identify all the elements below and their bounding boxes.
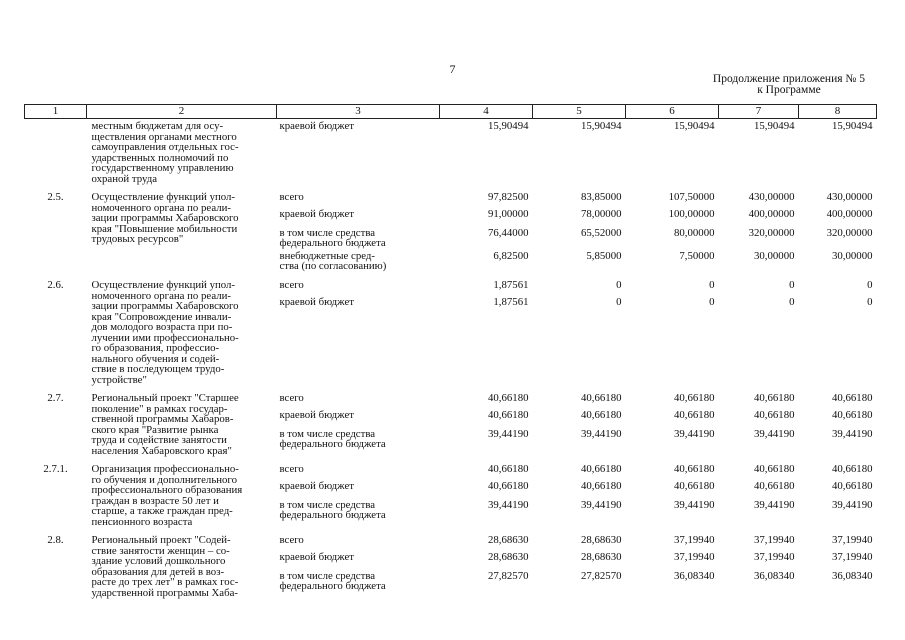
amount-column-6 [626, 462, 719, 527]
amount-column-7 [719, 190, 799, 272]
amount-value: 36,08340 [754, 570, 795, 582]
amount-value: 39,44190 [754, 428, 795, 440]
amount-value: 320,00000 [826, 227, 873, 239]
amount-value: 28,68630 [488, 551, 529, 563]
table-row [25, 119, 877, 185]
funding-source [280, 569, 440, 592]
appendix-line-1: Продолжение приложения № 5 [712, 73, 865, 85]
amount-value: 36,08340 [674, 570, 715, 582]
header-col-7: 7 [719, 105, 799, 119]
row-title-line: поколение" в рамках государ- [91, 402, 228, 415]
funding-source [280, 249, 440, 272]
funding-source-line: краевой бюджет [279, 296, 354, 308]
appendix-caption [713, 74, 865, 96]
table-body [25, 119, 877, 599]
funding-source-line: в том числе средства [279, 428, 376, 440]
amount-value: 39,44190 [581, 428, 622, 440]
amount-value: 40,66180 [581, 409, 622, 421]
amount-value: 40,66180 [832, 480, 873, 492]
amount-column-7 [719, 533, 799, 598]
row-title-line: трудовых ресурсов" [91, 233, 184, 245]
row-title-line: старше, а также граждан пред- [91, 505, 233, 517]
funding-source [280, 481, 440, 498]
amount-column-6 [626, 190, 719, 272]
header-col-1: 1 [25, 105, 87, 119]
amount-value: 100,00000 [668, 208, 715, 220]
row-title-line: местным бюджетам для осу- [91, 120, 224, 132]
header-col-6: 6 [626, 105, 719, 119]
amount-value: 65,52000 [581, 227, 622, 239]
amount-value: 0 [616, 279, 622, 291]
funding-sources [277, 462, 440, 527]
amount-value: 5,85000 [586, 250, 622, 262]
amount-column-4 [440, 190, 533, 272]
amount-value: 28,68630 [581, 551, 622, 563]
row-title-line: дов молодого возраста при по- [91, 321, 233, 333]
amount-value: 430,00000 [748, 191, 795, 203]
appendix-line-2: к Программе [757, 84, 821, 96]
row-title-line: Осуществление функций упол- [91, 191, 236, 203]
amount-value: 37,19940 [674, 551, 715, 563]
amount-value: 37,19940 [832, 534, 873, 546]
funding-source [280, 192, 440, 209]
funding-source-line: всего [279, 463, 304, 475]
table-row [25, 391, 877, 456]
amount-value: 0 [789, 279, 795, 291]
amount-value: 0 [789, 296, 795, 308]
row-number: 2.5. [47, 191, 64, 203]
amount-value: 40,66180 [754, 463, 795, 475]
header-col-3: 3 [277, 105, 440, 119]
amount-column-4 [440, 278, 533, 385]
amount-column-4 [440, 119, 533, 185]
amount-value: 39,44190 [832, 499, 873, 511]
amount-value: 40,66180 [754, 480, 795, 492]
amount-value: 6,82500 [493, 250, 529, 262]
amount-value: 15,90494 [832, 120, 873, 132]
header-col-2: 2 [87, 105, 277, 119]
funding-source [280, 121, 440, 138]
funding-source [280, 498, 440, 521]
amount-column-8 [799, 119, 877, 185]
amount-value: 15,90494 [754, 120, 795, 132]
row-title-line: Региональный проект "Старшее [91, 392, 239, 404]
amount-value: 40,66180 [674, 463, 715, 475]
amount-value: 40,66180 [488, 392, 529, 404]
amount-value: 40,66180 [832, 392, 873, 404]
row-title [87, 462, 277, 527]
row-title-line: ствие занятости женщин – со- [91, 544, 230, 557]
amount-column-6 [626, 391, 719, 456]
amount-column-8 [799, 391, 877, 456]
row-title-line: ударственных полномочий по [91, 151, 229, 164]
funding-source-line: в том числе средства [279, 227, 376, 239]
row-number: 2.7. [47, 392, 64, 404]
amount-column-8 [799, 533, 877, 598]
amount-column-7 [719, 278, 799, 385]
table-header-row [25, 105, 877, 119]
amount-value: 37,19940 [832, 551, 873, 563]
amount-column-4 [440, 462, 533, 527]
funding-source-line: федерального бюджета [279, 580, 386, 592]
funding-source-line: краевой бюджет [279, 208, 354, 220]
funding-source [280, 297, 440, 314]
funding-source-line: федерального бюджета [279, 237, 386, 249]
amount-value: 40,66180 [581, 480, 622, 492]
amount-value: 27,82570 [581, 570, 622, 582]
amount-value: 40,66180 [488, 409, 529, 421]
header-col-5: 5 [533, 105, 626, 119]
funding-source-line: краевой бюджет [279, 409, 354, 421]
amount-column-7 [719, 119, 799, 185]
amount-value: 40,66180 [674, 392, 715, 404]
amount-column-5 [533, 391, 626, 456]
amount-column-5 [533, 278, 626, 385]
amount-value: 40,66180 [581, 463, 622, 475]
row-title-line: зации программы Хабаровского [91, 212, 239, 224]
amount-value: 40,66180 [488, 463, 529, 475]
amount-column-5 [533, 190, 626, 272]
amount-column-6 [626, 533, 719, 598]
funding-source [280, 552, 440, 569]
amount-column-6 [626, 278, 719, 385]
funding-sources [277, 190, 440, 272]
amount-value: 40,66180 [832, 409, 873, 421]
funding-sources [277, 391, 440, 456]
amount-value: 39,44190 [832, 428, 873, 440]
funding-source [280, 427, 440, 450]
table-row [25, 278, 877, 385]
funding-source-line: краевой бюджет [279, 480, 354, 492]
funding-source [280, 393, 440, 410]
funding-sources [277, 533, 440, 598]
funding-source-line: краевой бюджет [279, 120, 354, 132]
row-title-line: устройстве" [91, 373, 147, 386]
row-title-line: нального обучения и содей- [91, 352, 220, 365]
funding-source [280, 226, 440, 249]
amount-value: 30,00000 [832, 250, 873, 262]
funding-source-line: всего [279, 534, 304, 546]
row-title [87, 190, 277, 272]
amount-column-6 [626, 119, 719, 185]
table-row [25, 462, 877, 527]
amount-column-7 [719, 391, 799, 456]
row-title-line: расте до трех лет" в рамках гос- [91, 576, 239, 588]
row-title-line: здание условий дошкольного [91, 555, 226, 567]
amount-value: 40,66180 [581, 392, 622, 404]
amount-value: 40,66180 [674, 480, 715, 492]
row-title-line: ского края "Развитие рынка [91, 423, 219, 436]
row-title-line: государственному управлению [91, 162, 234, 174]
row-number: 2.8. [47, 534, 64, 546]
amount-value: 40,66180 [754, 409, 795, 421]
amount-value: 39,44190 [488, 428, 529, 440]
funding-source [280, 209, 440, 226]
amount-value: 0 [616, 296, 622, 308]
row-title-line: лучении ими профессионально- [91, 331, 239, 344]
amount-value: 39,44190 [754, 499, 795, 511]
row-title-line: го обучения и дополнительного [91, 473, 237, 486]
row-title-line: ствие в последующем трудо- [91, 363, 225, 375]
funding-source-line: в том числе средства [279, 499, 376, 511]
amount-value: 36,08340 [832, 570, 873, 582]
amount-value: 83,85000 [581, 191, 622, 203]
row-title-line: труда и содействие занятости [91, 434, 227, 446]
amount-value: 320,00000 [748, 227, 795, 239]
funding-source [280, 464, 440, 481]
row-title-line: профессионального образования [91, 484, 243, 496]
funding-source-line: ства (по согласованию) [279, 260, 387, 272]
amount-value: 39,44190 [488, 499, 529, 511]
amount-column-8 [799, 462, 877, 527]
amount-value: 30,00000 [754, 250, 795, 262]
row-title-line: ственной программы Хабаров- [91, 413, 234, 425]
amount-value: 28,68630 [488, 534, 529, 546]
header-col-8: 8 [799, 105, 877, 119]
amount-value: 0 [867, 279, 873, 291]
row-title-line: населения Хабаровского края" [91, 444, 232, 457]
row-title-line: го образования, профессио- [91, 342, 220, 354]
amount-value: 430,00000 [826, 191, 873, 203]
row-title [87, 278, 277, 385]
amount-value: 27,82570 [488, 570, 529, 582]
amount-value: 40,66180 [674, 409, 715, 421]
row-title-line: самоуправления отдельных гос- [91, 141, 239, 153]
row-title-line: края "Сопровождение инвали- [91, 310, 232, 323]
row-title-line: Организация профессионально- [91, 463, 239, 475]
row-title [87, 391, 277, 456]
row-title-line: пенсионного возраста [91, 515, 193, 528]
amount-column-4 [440, 391, 533, 456]
row-number: 2.6. [47, 279, 64, 291]
amount-value: 40,66180 [488, 480, 529, 492]
amount-value: 80,00000 [674, 227, 715, 239]
table-row [25, 190, 877, 272]
row-title [87, 119, 277, 185]
amount-value: 39,44190 [581, 499, 622, 511]
amount-value: 107,50000 [668, 191, 715, 203]
amount-value: 1,87561 [493, 296, 529, 308]
funding-source-line: всего [279, 392, 304, 404]
amount-value: 37,19940 [674, 534, 715, 546]
funding-source [280, 280, 440, 297]
amount-column-7 [719, 462, 799, 527]
amount-value: 15,90494 [488, 120, 529, 132]
row-title-line: края "Повышение мобильности [91, 222, 238, 235]
row-title-line: зации программы Хабаровского [91, 300, 239, 312]
funding-sources [277, 119, 440, 185]
funding-source-line: всего [279, 191, 304, 203]
budget-table [24, 104, 877, 598]
funding-source-line: в том числе средства [279, 570, 376, 582]
funding-source [280, 410, 440, 427]
row-title [87, 533, 277, 598]
amount-value: 15,90494 [674, 120, 715, 132]
row-title-line: ществления органами местного [91, 130, 237, 143]
amount-value: 400,00000 [748, 208, 795, 220]
amount-column-8 [799, 278, 877, 385]
amount-value: 0 [867, 296, 873, 308]
amount-value: 40,66180 [832, 463, 873, 475]
funding-source-line: всего [279, 279, 304, 291]
amount-value: 39,44190 [674, 499, 715, 511]
amount-value: 97,82500 [488, 191, 529, 203]
amount-value: 39,44190 [674, 428, 715, 440]
amount-value: 15,90494 [581, 120, 622, 132]
amount-column-5 [533, 462, 626, 527]
row-title-line: Региональный проект "Содей- [91, 534, 231, 546]
amount-value: 37,19940 [754, 551, 795, 563]
amount-value: 0 [709, 279, 715, 291]
amount-value: 400,00000 [826, 208, 873, 220]
amount-value: 37,19940 [754, 534, 795, 546]
funding-source-line: федерального бюджета [279, 509, 386, 521]
row-title-line: охраной труда [91, 172, 157, 185]
row-title-line: граждан в возрасте 50 лет и [91, 494, 219, 507]
funding-source-line: федерального бюджета [279, 438, 386, 450]
row-title-line: ударственной программы Хаба- [91, 586, 238, 599]
row-number: 2.7.1. [43, 463, 68, 475]
amount-value: 78,00000 [581, 208, 622, 220]
amount-value: 40,66180 [754, 392, 795, 404]
funding-source-line: внебюджетные сред- [279, 250, 375, 262]
funding-source [280, 535, 440, 552]
funding-source-line: краевой бюджет [279, 551, 354, 563]
table-row [25, 533, 877, 598]
amount-value: 7,50000 [679, 250, 715, 262]
amount-column-5 [533, 119, 626, 185]
funding-sources [277, 278, 440, 385]
row-number [25, 119, 87, 185]
amount-value: 91,00000 [488, 208, 529, 220]
amount-column-5 [533, 533, 626, 598]
amount-value: 0 [709, 296, 715, 308]
amount-column-4 [440, 533, 533, 598]
amount-value: 1,87561 [493, 279, 529, 291]
amount-value: 28,68630 [581, 534, 622, 546]
row-title-line: номоченного органа по реали- [91, 289, 231, 302]
row-title-line: Осуществление функций упол- [91, 279, 236, 291]
amount-column-8 [799, 190, 877, 272]
row-title-line: образования для детей в воз- [91, 565, 225, 578]
amount-value: 76,44000 [488, 227, 529, 239]
row-title-line: номоченного органа по реали- [91, 201, 231, 214]
page-number: 7 [449, 62, 456, 76]
header-col-4: 4 [440, 105, 533, 119]
